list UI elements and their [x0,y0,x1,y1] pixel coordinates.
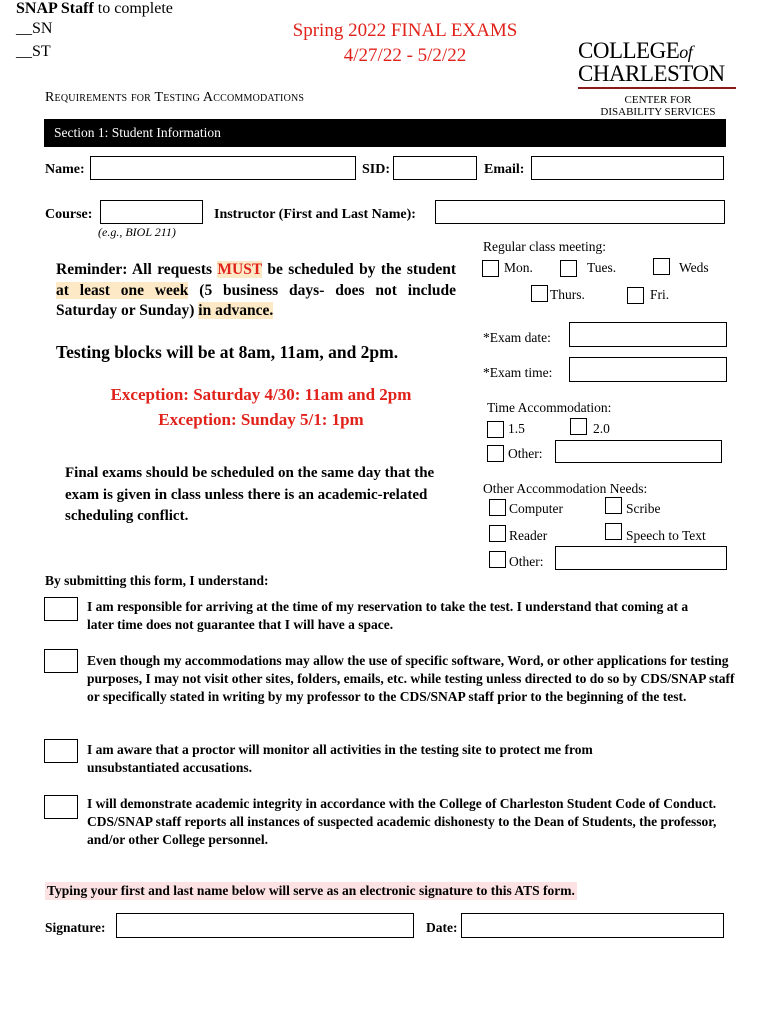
scribe-checkbox[interactable] [605,497,622,514]
understand-item-4: I will demonstrate academic integrity in accordance with the College of Charleston Student Code of Conduct. CDS/SNAP staff reports all instances of suspected academic dishonesty to the Dean of Students, the professor, and/or other College personnel. [87,796,717,847]
time-other-label: Other: [508,446,543,461]
computer-checkbox[interactable] [489,499,506,516]
time-other-field[interactable] [555,440,722,463]
time-accom-label: Time Accommodation: [487,400,612,415]
testing-blocks: Testing blocks will be at 8am, 11am, and 2pm. [56,342,399,362]
logo-center-line2: DISABILITY SERVICES [600,106,716,118]
reminder-text [56,260,456,322]
exceptions [56,382,466,432]
speech-to-text-checkbox[interactable] [605,523,622,540]
other-needs-label: Other Accommodation Needs: [483,481,648,496]
time-2-0-label: 2.0 [593,421,610,436]
page-subtitle: Requirements for Testing Accommodations [45,90,305,105]
college-logo [578,40,738,118]
mon-checkbox[interactable] [482,260,499,277]
staff-option-st[interactable]: __ST [16,43,51,60]
sid-field[interactable] [393,156,477,180]
thurs-checkbox[interactable] [531,285,548,302]
staff-title-bold: SNAP Staff [16,0,94,17]
fri-checkbox[interactable] [627,287,644,304]
tues-label: Tues. [587,260,617,275]
needs-other-checkbox[interactable] [489,551,506,568]
weds-label: Weds [679,260,709,275]
exam-title [250,18,560,68]
logo-rule [578,87,736,89]
understand-checkbox-2[interactable] [44,649,78,673]
signature-field[interactable] [116,913,414,938]
thurs-label: Thurs. [550,287,585,302]
course-hint: (e.g., BIOL 211) [98,225,176,239]
weds-checkbox[interactable] [653,258,670,275]
reminder-part2: be scheduled by the student [261,261,456,278]
exam-time-label: *Exam time: [483,365,553,380]
reader-checkbox[interactable] [489,525,506,542]
fri-label: Fri. [650,287,670,302]
course-field[interactable] [100,200,203,224]
staff-option-sn[interactable]: __SN [16,20,53,37]
reminder-part1: Reminder: All requests [56,261,218,278]
logo-line1: COLLEGE [578,38,680,63]
section-bar [44,119,726,147]
date-field[interactable] [461,913,724,938]
computer-label: Computer [509,501,563,516]
email-label: Email: [484,162,525,177]
tues-checkbox[interactable] [560,260,577,277]
time-1-5-label: 1.5 [508,421,525,436]
section-label: Section 1: Student Information [54,125,221,140]
reminder-week: at least one week [56,281,189,299]
needs-other-field[interactable] [555,546,727,570]
email-field[interactable] [531,156,724,180]
name-field[interactable] [90,156,356,180]
name-label: Name: [45,162,85,177]
exam-date-field[interactable] [569,322,727,347]
understand-item-3: I am aware that a proctor will monitor all activities in the testing site to protect me from unsubstantiated accusations. [87,742,593,775]
exception-1: Exception: Saturday 4/30: 11am and 2pm [110,385,412,404]
exam-date-label: *Exam date: [483,330,551,345]
understand-checkbox-4[interactable] [44,795,78,819]
reader-label: Reader [509,528,548,543]
exam-title-line1: Spring 2022 FINAL EXAMS [292,20,518,41]
logo-center-line1: CENTER FOR [624,94,692,106]
sid-label: SID: [362,162,391,177]
understand-checkbox-3[interactable] [44,739,78,763]
signature-label: Signature: [45,920,106,935]
time-1-5-checkbox[interactable] [487,421,504,438]
date-label: Date: [426,920,458,935]
exception-2: Exception: Sunday 5/1: 1pm [158,410,364,429]
time-2-0-checkbox[interactable] [570,418,587,435]
reminder-must: MUST [217,261,262,278]
understand-checkbox-1[interactable] [44,597,78,621]
staff-title-rest: to complete [93,0,173,17]
needs-other-label: Other: [509,554,544,569]
understand-label: By submitting this form, I understand: [45,573,269,588]
instructor-field[interactable] [435,200,725,224]
meeting-label: Regular class meeting: [483,239,606,254]
reminder-advance: in advance. [198,302,274,319]
logo-line2: CHARLESTON [578,61,725,86]
time-other-checkbox[interactable] [487,445,504,462]
exam-title-line2: 4/27/22 - 5/2/22 [343,45,467,66]
logo-of: of [679,42,693,62]
final-exam-note: Final exams should be scheduled on the same day that the exam is given in class unless there is an academic-related scheduling conflict. [65,465,435,524]
scribe-label: Scribe [626,501,661,516]
signature-note: Typing your first and last name below will serve as an electronic signature to this ATS form. [47,883,575,898]
mon-label: Mon. [504,260,533,275]
reminder-part3: (5 business days- does not include Saturday or Sunday) [56,281,456,319]
instructor-label: Instructor (First and Last Name): [214,207,416,222]
staff-title [16,0,173,18]
understand-item-2: Even though my accommodations may allow the use of specific software, Word, or other applications for testing purposes, I may not visit other sites, folders, emails, etc. while testing unless directed to do so by CDS/SNAP staff or specifically stated in writing by my professor to the CDS/SNAP staff prior to the beginning of the test. [87,653,735,704]
course-label: Course: [45,207,93,222]
speech-to-text-label: Speech to Text [626,528,706,543]
understand-item-1: I am responsible for arriving at the time of my reservation to take the test. I understand that coming at a later time does not guarantee that I will have a space. [87,599,689,632]
exam-time-field[interactable] [569,357,727,382]
